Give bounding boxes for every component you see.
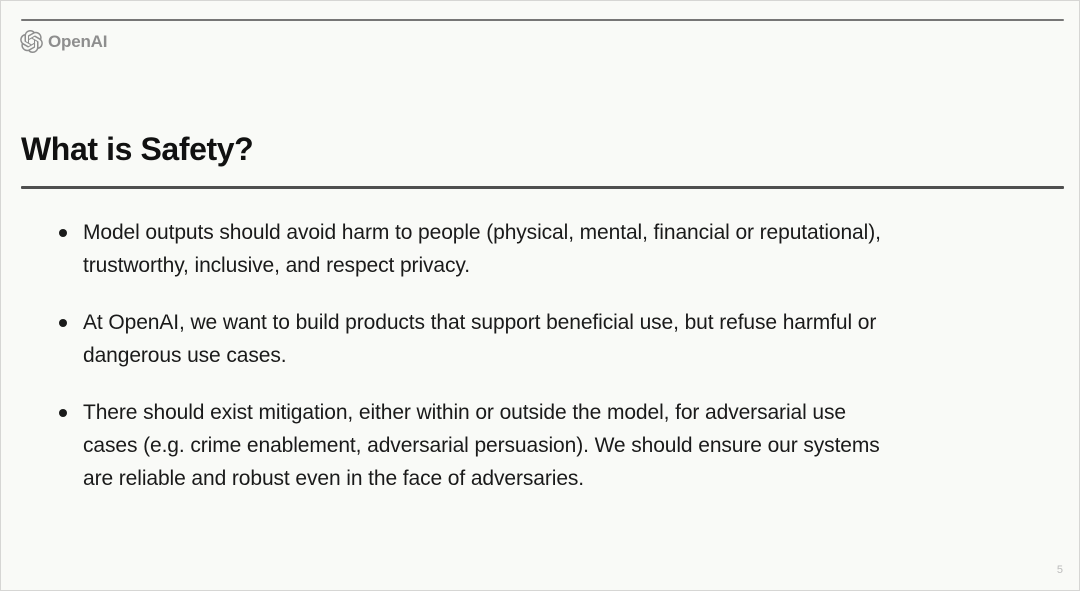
top-divider	[21, 19, 1064, 21]
bullet-text: Model outputs should avoid harm to people (physical, mental, financial or reputational), trustworthy, inclusive, and respect privacy.	[83, 221, 881, 277]
page-number: 5	[1056, 564, 1063, 576]
title-divider	[21, 186, 1064, 189]
bullet-item	[1, 216, 1041, 282]
brand-wordmark: OpenAI	[48, 31, 108, 51]
slide-title: What is Safety?	[21, 131, 254, 167]
bullet-text: There should exist mitigation, either within or outside the model, for adversarial use cases (e.g. crime enablement, adversarial persuasion). We should ensure our systems are reliable and robust even in the face of adversaries.	[83, 401, 880, 490]
bullet-dot-icon	[59, 229, 67, 237]
bullet-dot-icon	[59, 409, 67, 417]
openai-logo-icon	[20, 30, 43, 53]
bullet-text: At OpenAI, we want to build products that support beneficial use, but refuse harmful or dangerous use cases.	[83, 311, 877, 367]
brand-header	[20, 30, 107, 53]
bullet-list	[1, 216, 1041, 519]
bullet-dot-icon	[59, 319, 67, 327]
bullet-item	[1, 306, 1041, 372]
bullet-item	[1, 396, 1041, 495]
